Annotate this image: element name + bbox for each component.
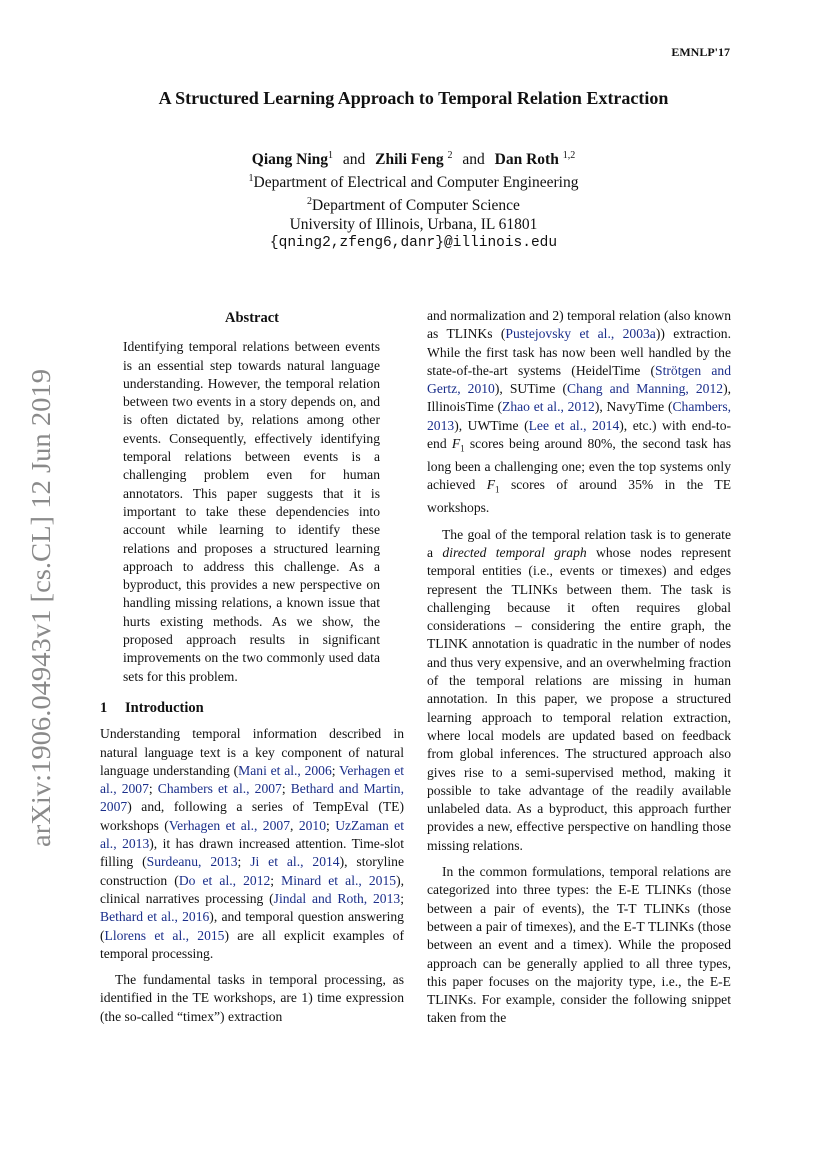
text-run: The goal of the temporal relation task is to generate a [427, 526, 731, 560]
citation-link[interactable]: Llorens et al., 2015 [104, 927, 225, 943]
affiliation-2 [0, 192, 827, 215]
citation-link[interactable]: Surdeanu, 2013 [146, 854, 238, 870]
arxiv-stamp-text: arXiv:1906.04943v1 [cs.CL] 12 Jun 2019 [25, 387, 56, 847]
citation-link[interactable]: Pustejovsky et al., 2003a [505, 326, 656, 342]
author-email[interactable]: {qning2,zfeng6,danr}@illinois.edu [269, 235, 558, 252]
citation-link[interactable]: Chambers, 2013 [427, 399, 732, 433]
intro-paragraph-4 [427, 863, 731, 1028]
citation-link[interactable]: Lee et al., 2014 [528, 417, 620, 433]
affiliation-sup: 2 [307, 196, 313, 208]
intro-paragraph-1 [100, 725, 404, 963]
citation-link[interactable]: Bethard et al., 2016 [100, 909, 210, 925]
left-column [100, 307, 404, 1034]
text-run: The fundamental tasks in temporal processing, as identified in the TE workshops, are 1) time expression (the so-called “timex”) extraction [100, 972, 404, 1024]
text-run: ), IllinoisTime ( [427, 381, 731, 415]
math-subscript: 1 [495, 485, 500, 496]
abstract-heading: Abstract [225, 310, 279, 326]
text-run: Understanding temporal information described in natural language text is a key component of natural language understanding ( [100, 726, 404, 778]
affiliation-text: Department of Electrical and Computer Engineering [253, 174, 579, 192]
author-name: Qiang Ning [251, 151, 329, 169]
text-run: scores being around 80%, the second task has long been a challenging one; even the top systems only achieved [427, 436, 731, 493]
text-run: ), UWTime ( [454, 417, 529, 433]
text-run: In the common formulations, temporal relations are categorized into three types: the E-E TLINKs (those between a pair of events), the T-T TLINKs (those between a pair of timexes), and the E-T TLINKs (those between an event and a timex). While the proposed approach can be generally applied to all three types, this paper focuses on the majority type, i.e., the E-E TLINKs. For example, consider the following snippet taken from the [427, 864, 731, 1026]
text-run: ) and, following a series of TempEval (TE) workshops ( [100, 799, 404, 833]
text-run: ), NavyTime ( [594, 399, 673, 415]
text-run: and normalization and 2) temporal relation (also known as TLINKs ( [427, 308, 731, 342]
affiliation-sup: 1 [248, 173, 254, 185]
arxiv-stamp[interactable] [20, 369, 60, 847]
citation-link[interactable]: Bethard and Martin, 2007 [100, 781, 404, 815]
right-column [427, 307, 731, 1036]
affiliation-1 [0, 169, 827, 192]
citation-link[interactable]: Jindal and Roth, 2013 [273, 890, 401, 906]
author-block [0, 146, 827, 253]
citation-link[interactable]: Ji et al., 2014 [250, 854, 340, 870]
text-run: ), it has drawn increased attention. Time-slot filling ( [100, 836, 404, 870]
citation-link[interactable]: Chambers et al., 2007 [157, 781, 282, 797]
intro-paragraph-2-continued [427, 307, 731, 518]
author-names [0, 146, 827, 169]
text-run: scores of around 35% in the TE workshops. [427, 477, 732, 516]
author-and: and [462, 151, 485, 169]
citation-link[interactable]: Chang and Manning, 2012 [567, 381, 724, 397]
text-run: ; [148, 781, 158, 797]
emphasis-text: directed temporal graph [442, 545, 587, 560]
citation-link[interactable]: UzZaman et al., 2013 [100, 817, 404, 852]
math-symbol [486, 477, 500, 496]
text-run: ; [237, 854, 251, 870]
text-run: ), etc.) with end-to-end [427, 417, 732, 452]
citation-link[interactable]: Mani et al., 2006 [238, 762, 332, 778]
math-symbol [451, 436, 465, 454]
university: University of Illinois, Urbana, IL 61801 [289, 216, 538, 234]
citation-link[interactable]: Strötgen and Gertz, 2010 [427, 362, 731, 397]
text-run: ), SUTime ( [494, 381, 568, 397]
text-run: ), storyline construction ( [100, 854, 404, 888]
citation-link[interactable]: Zhao et al., 2012 [502, 399, 595, 415]
citation-link[interactable]: 2010 [298, 817, 326, 833]
citation-link[interactable]: Minard et al., 2015 [281, 872, 397, 888]
text-run: ; [270, 872, 282, 888]
math-base: F [486, 477, 496, 493]
citation-link[interactable]: Verhagen et al., 2007 [168, 817, 290, 833]
text-run: ), and temporal question answering ( [100, 909, 404, 943]
intro-paragraph-2 [100, 971, 404, 1026]
author-and: and [342, 151, 366, 169]
text-run: ; [326, 817, 336, 833]
author-sup: 1,2 [562, 150, 576, 161]
author-sup: 1 [328, 150, 334, 161]
math-base: F [451, 436, 461, 452]
venue-label: EMNLP'17 [671, 45, 730, 59]
affiliation-text: Department of Computer Science [312, 197, 520, 215]
author-name: Dan Roth [494, 151, 559, 169]
arxiv-stamp-svg [20, 369, 60, 847]
abstract-body: Identifying temporal relations between events is an essential step towards natural language understanding. However, the temporal relation between two events in a story depends on, and is often dictated by, relations among other events. Consequently, effectively identifying temporal relations between events is a challenging problem even for human annotators. This paper suggests that it is important to take these dependencies into account while learning to identify these relations and proposes a structured learning approach to address this challenge. As a byproduct, this provides a new perspective on handling missing relations, a known issue that hurts existing methods. As we show, the proposed approach results in significant improvements on the two commonly used data sets for this problem. [123, 339, 380, 684]
section-title: Introduction [125, 699, 204, 716]
text-run: ), clinical narratives processing ( [100, 872, 404, 906]
intro-paragraph-3 [427, 526, 731, 855]
text-run: ; [331, 762, 340, 778]
text-run: )) extraction. While the first task has now been well handled by the state-of-the-art systems (HeidelTime ( [427, 326, 731, 378]
text-run: ; [400, 890, 404, 906]
citation-link[interactable]: Verhagen et al., 2007 [100, 762, 405, 797]
text-run: ) are all explicit examples of temporal processing. [100, 927, 404, 961]
section-heading [100, 699, 404, 717]
text-run: whose nodes represent temporal entities (i.e., events or timexes) and edges represent the TLINKs between them. The task is challenging because it often requires global considerations – considering the entire graph, the TLINK annotation is quadratic in the number of nodes and thus very expensive, and an overwhelming fraction of the temporal relations are missing in human annotation. In this paper, we propose a structured learning approach to temporal relation extraction, where local models are updated based on feedback from global inferences. The structured approach also gives rise to a semi-supervised method, making it possible to take advantage of the readily available unlabeled data. As a byproduct, this approach further provides a new, effective perspective on handling those missing relations. [427, 545, 731, 853]
author-sup: 2 [447, 150, 453, 161]
math-subscript: 1 [460, 443, 465, 454]
author-name: Zhili Feng [375, 151, 444, 169]
section-number: 1 [100, 699, 108, 716]
paper-title: A Structured Learning Approach to Temporal Relation Extraction [158, 88, 669, 108]
text-run: , [290, 817, 299, 833]
text-run: ; [281, 781, 291, 797]
citation-link[interactable]: Do et al., 2012 [178, 872, 271, 888]
